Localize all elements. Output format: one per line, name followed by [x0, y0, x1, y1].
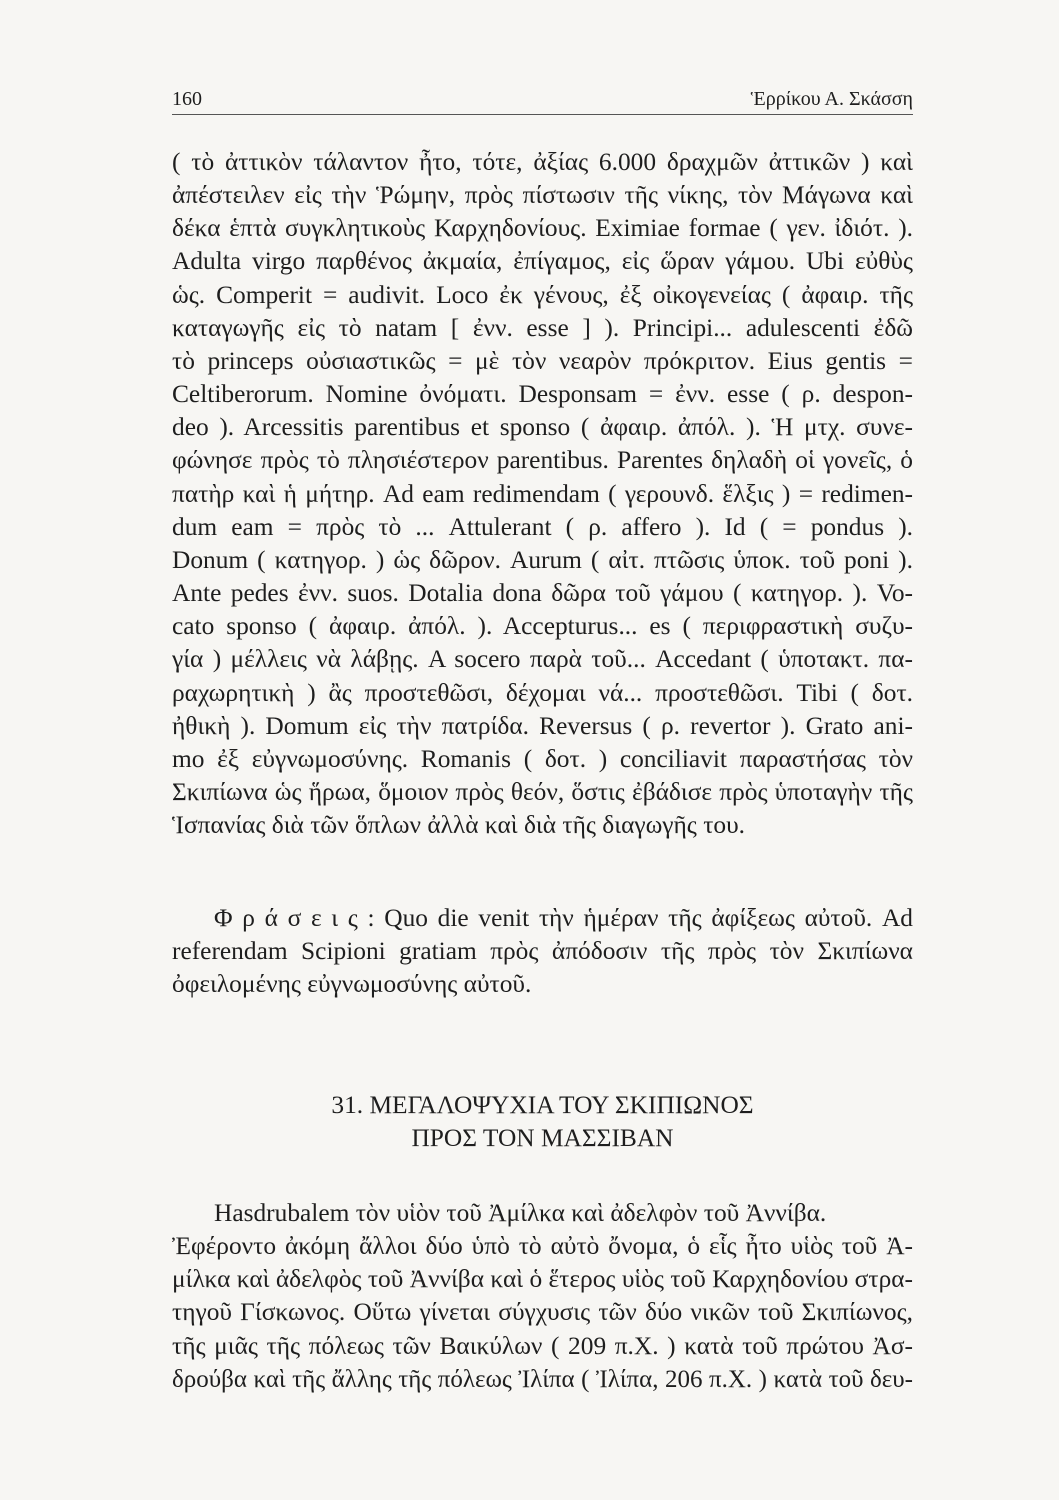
section-paragraph: [172, 1197, 913, 1396]
text-line: ραχωρητικὴ ) ἂς προστεθῶσι, δέχομαι νά... προστεθῶσι. Tibi ( δοτ.: [172, 678, 913, 707]
text-line: referendam Scipioni gratiam πρὸς ἀπόδοσιν τῆς πρὸς τὸν Σκιπίωνα: [172, 937, 913, 966]
text-line: ὀφειλομένης εὐγνωμοσύνης αὐτοῦ.: [172, 970, 532, 999]
text-line: ἠθικὴ ). Domum εἰς τὴν πατρίδα. Reversus ( ρ. revertor ). Grato ani-: [172, 711, 913, 740]
text-line: Hasdrubalem τὸν υἱὸν τοῦ Ἀμίλκα καὶ ἀδελφὸν τοῦ Ἀννίβα.: [214, 1199, 827, 1227]
text-line: τὸ princeps οὐσιαστικῶς = μὲ τὸν νεαρὸν πρόκριτον. Eius gentis =: [172, 346, 913, 375]
text-line: dum eam = πρὸς τὸ ... Attulerant ( ρ. affero ). Id ( = pondus ).: [172, 512, 913, 541]
text-line: Donum ( κατηγορ. ) ὡς δῶρον. Aurum ( αἰτ. πτῶσις ὑποκ. τοῦ poni ).: [172, 545, 913, 574]
section-heading-line: ΠΡΟΣ ΤΟΝ ΜΑΣΣΙΒΑΝ: [411, 1124, 674, 1152]
text-line: μίλκα καὶ ἀδελφὸς τοῦ Ἀννίβα καὶ ὁ ἕτερος υἱὸς τοῦ Καρχηδονίου στρα-: [172, 1265, 913, 1294]
text-line: φώνησε πρὸς τὸ πλησιέστερον parentibus. Parentes δηλαδὴ οἱ γονεῖς, ὁ: [172, 446, 913, 475]
text-line: Adulta virgo παρθένος ἀκμαία, ἐπίγαμος, εἰς ὥραν γάμου. Ubi εὐθὺς: [172, 247, 913, 276]
section-heading: [172, 1089, 913, 1155]
text-line: πατὴρ καὶ ἡ μήτηρ. Ad eam redimendam ( γερουνδ. ἕλξις ) = redimen-: [172, 479, 913, 508]
text-line: ἀπέστειλεν εἰς τὴν Ῥώμην, πρὸς πίστωσιν τῆς νίκης, τὸν Μάγωνα καὶ: [172, 181, 913, 210]
page-number: 160: [172, 88, 202, 110]
text-line: ὡς. Comperit = audivit. Loco ἐκ γένους, ἐξ οἰκογενείας ( ἀφαιρ. τῆς: [172, 280, 913, 309]
text-line: Ἱσπανίας διὰ τῶν ὅπλων ἀλλὰ καὶ διὰ τῆς διαγωγῆς του.: [172, 811, 746, 840]
text-line: deo ). Arcessitis parentibus et sponso ( ἀφαιρ. ἀπόλ. ). Ἡ μτχ. συνε-: [172, 413, 913, 442]
text-line: Σκιπίωνα ὡς ἥρωα, ὅμοιον πρὸς θεόν, ὅστις ἐβάδισε πρὸς ὑποταγὴν τῆς: [172, 777, 913, 806]
text-line: δέκα ἑπτὰ συγκλητικοὺς Καρχηδονίους. Eximiae formae ( γεν. ἰδιότ. ).: [172, 214, 913, 243]
commentary-paragraph: [172, 146, 913, 842]
text-line: Ἐφέροντο ἀκόμη ἄλλοι δύο ὑπὸ τὸ αὐτὸ ὄνομα, ὁ εἷς ἦτο υἱὸς τοῦ Ἀ-: [172, 1232, 913, 1261]
text-line: δρούβα καὶ τῆς ἄλλης τῆς πόλεως Ἰλίπα ( Ἰλίπα, 206 π.Χ. ) κατὰ τοῦ δευ-: [172, 1365, 913, 1393]
text-line: καταγωγῆς εἰς τὸ natam [ ἐνν. esse ] ). Principi... adulescenti ἐδῶ: [172, 313, 913, 342]
text-line: cato sponso ( ἀφαιρ. ἀπόλ. ). Accepturus... es ( περιφραστικὴ συζυ-: [172, 612, 913, 641]
text-line: Ante pedes ἐνν. suos. Dotalia dona δῶρα τοῦ γάμου ( κατηγορ. ). Vo-: [172, 579, 913, 608]
section-heading-line: 31. ΜΕΓΑΛΟΨΥΧΙΑ ΤΟΥ ΣΚΙΠΙΩΝΟΣ: [331, 1091, 754, 1119]
text-line: τῆς μιᾶς τῆς πόλεως τῶν Βαικύλων ( 209 π.Χ. ) κατὰ τοῦ πρώτου Ἀσ-: [172, 1331, 913, 1360]
text-line: ( τὸ ἀττικὸν τάλαντον ἦτο, τότε, ἀξίας 6.000 δραχμῶν ἀττικῶν ) καὶ: [172, 148, 913, 176]
text-line: τηγοῦ Γίσκωνος. Οὕτω γίνεται σύγχυσις τῶν δύο νικῶν τοῦ Σκιπίωνος,: [172, 1298, 913, 1327]
text-line: γία ) μέλλεις νὰ λάβῃς. A socero παρὰ τοῦ... Accedant ( ὑποτακτ. πα-: [172, 645, 913, 674]
text-line: mo ἐξ εὐγνωμοσύνης. Romanis ( δοτ. ) conciliavit παραστήσας τὸν: [172, 744, 913, 773]
text-line: Φ ρ ά σ ε ι ς : Quo die venit τὴν ἡμέραν τῆς ἀφίξεως αὐτοῦ. Ad: [214, 904, 913, 932]
running-title: Ἑρρίκου Α. Σκάσση: [750, 88, 913, 110]
page-header: [172, 86, 913, 115]
text-line: Celtiberorum. Nomine ὀνόματι. Desponsam = ἐνν. esse ( ρ. despon-: [172, 380, 913, 409]
phrases-paragraph: [172, 902, 913, 1001]
